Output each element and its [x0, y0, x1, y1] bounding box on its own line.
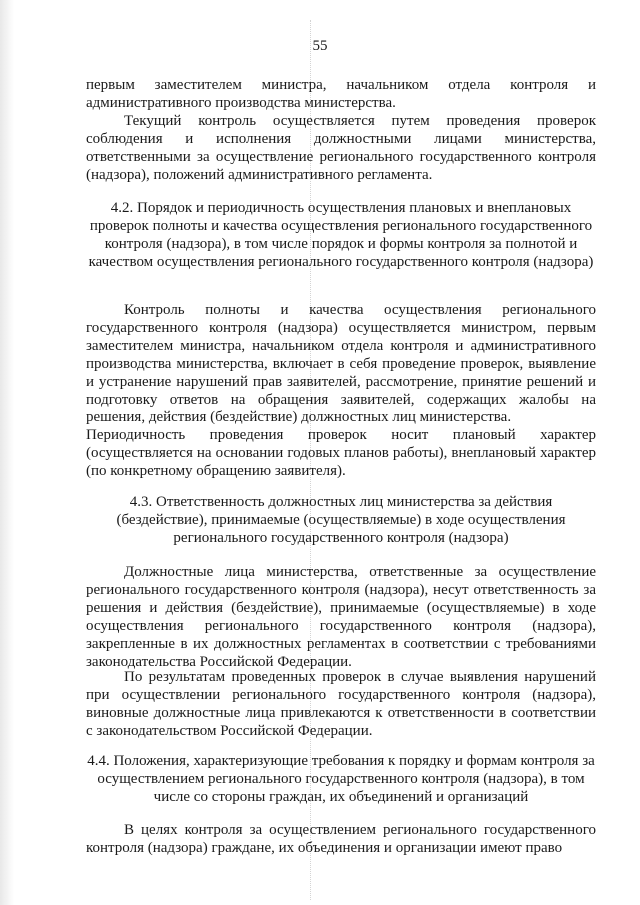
paragraph-violations: По результатам проведенных проверок в случае выявления нарушений при осуществлении регионального государственного контроля (надзора), виновные должностные лица привлекаются к ответственности в соответствии с законодательством Российской Федерации. — [86, 669, 596, 739]
paragraph-responsibility: Должностные лица министерства, ответственные за осуществление регионального государственного контроля (надзора), несут ответственность за решения и действия (бездействие), принимаемые (осуществляемые) в ходе осуществления регионального государственного контроля (надзора), закрепленные в их должностных регламентах в соответствии с требованиями законодательства Российской Федерации. — [86, 564, 596, 670]
paragraph-citizens-control: В целях контроля за осуществлением регионального государственного контроля (надзора) граждане, их объединения и организации имеют право — [86, 822, 596, 856]
paragraph-quality-control: Контроль полноты и качества осуществления регионального государственного контроля (надзора) осуществляется министром, первым заместителем министра, начальником отдела контроля и административного производства министерства, включает в себя проведение проверок, выявление и устранение нарушений прав заявителей, рассмотрение, принятие решений и подготовку ответов на обращения заявителей, содержащих жалобы на решения, действия (бездействие) должностных лиц министерства. — [86, 302, 596, 426]
paragraph-periodicity: Периодичность проведения проверок носит плановый характер (осуществляется на основании годовых планов работы), внеплановый характер (по конкретному обращению заявителя). — [86, 427, 596, 479]
section-heading-4-2: 4.2. Порядок и периодичность осуществления плановых и внеплановых проверок полноты и качества осуществления регионального государственного контроля (надзора), в том числе порядок и формы контроля за полнотой и качеством осуществления регионального государственного контроля (надзора) — [88, 200, 594, 270]
paragraph-continuation: первым заместителем министра, начальником отдела контроля и административного производства министерства. — [86, 77, 596, 111]
scan-edge — [0, 0, 14, 905]
section-heading-4-4: 4.4. Положения, характеризующие требования к порядку и формам контроля за осуществлением регионального государственного контроля (надзора), в том числе со стороны граждан, их объединений и организаций — [87, 753, 595, 805]
paragraph-current-control: Текущий контроль осуществляется путем проведения проверок соблюдения и исполнения должностными лицами министерства, ответственными за осуществление регионального государственного контроля (надзора), положений административного регламента. — [86, 113, 596, 183]
section-heading-4-3: 4.3. Ответственность должностных лиц министерства за действия (бездействие), принимаемые (осуществляемые) в ходе осуществления регионального государственного контроля (надзора) — [116, 494, 566, 546]
page-number: 55 — [312, 38, 328, 54]
